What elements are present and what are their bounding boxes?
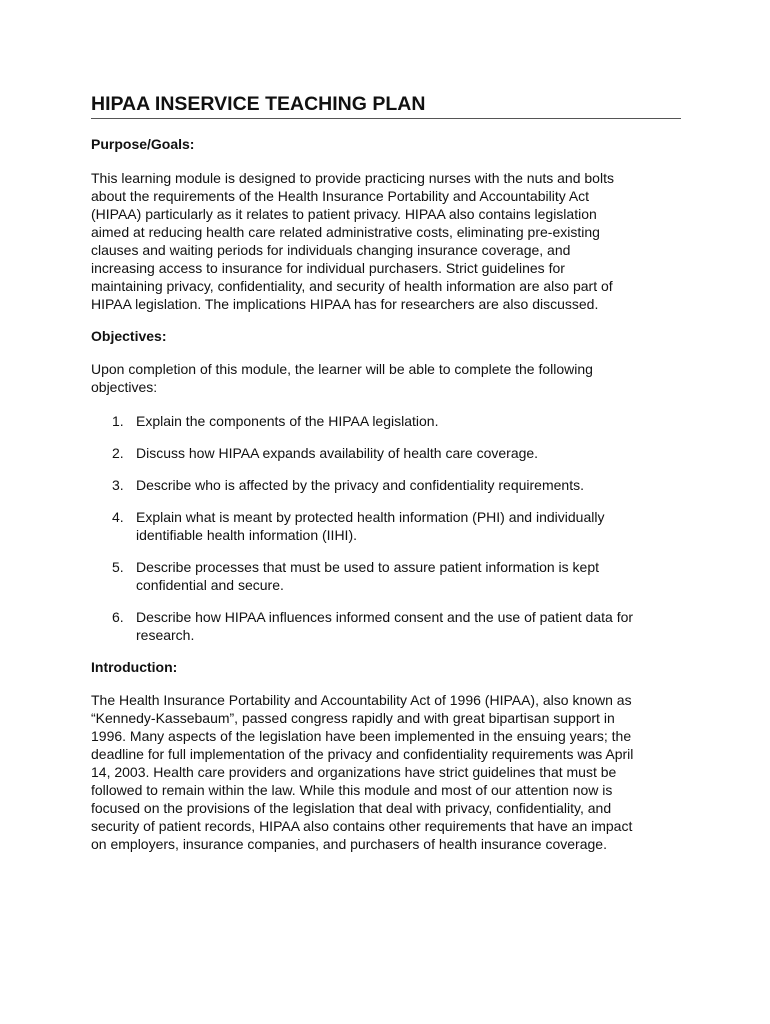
list-item: [91, 608, 636, 644]
purpose-heading: Purpose/Goals:: [91, 136, 195, 152]
list-item-text: Describe processes that must be used to assure patient information is kept confidential and secure.: [136, 559, 600, 593]
list-item-number: 6.: [112, 609, 124, 625]
list-item-text: Describe how HIPAA influences informed consent and the use of patient data for research.: [136, 609, 634, 643]
list-item-number: 3.: [112, 477, 124, 493]
list-item: [91, 412, 636, 430]
list-item-text: Discuss how HIPAA expands availability of health care coverage.: [136, 445, 539, 461]
list-item-text: Describe who is affected by the privacy and confidentiality requirements.: [136, 477, 584, 493]
list-item-text: Explain what is meant by protected health information (PHI) and individually identifiable health information (IIHI).: [136, 509, 605, 543]
list-item: [91, 558, 636, 594]
introduction-heading: Introduction:: [91, 659, 178, 675]
list-item-number: 1.: [112, 413, 124, 429]
list-item-number: 2.: [112, 445, 124, 461]
objectives-heading: Objectives:: [91, 328, 167, 344]
list-item: [91, 508, 636, 544]
objectives-intro: Upon completion of this module, the learner will be able to complete the following objectives:: [91, 361, 593, 395]
list-item-number: 4.: [112, 509, 124, 525]
introduction-paragraph: The Health Insurance Portability and Accountability Act of 1996 (HIPAA), also known as “Kennedy-Kassebaum”, passed congress rapidly and with great bipartisan support in 1996. Many aspects of the legislation have been implemented in the ensuing years; the deadline for full implementation of the privacy and confidentiality requirements was April 14, 2003. Health care providers and organizations have strict guidelines that must be followed to remain within the law. While this module and most of our attention now is focused on the provisions of the legislation that deal with privacy, confidentiality, and security of patient records, HIPAA also contains other requirements that have an impact on employers, insurance companies, and purchasers of health insurance coverage.: [91, 692, 634, 852]
list-item: [91, 476, 636, 494]
objectives-list: [91, 412, 681, 644]
document-page: [91, 92, 681, 853]
list-item-text: Explain the components of the HIPAA legislation.: [136, 413, 439, 429]
list-item: [91, 444, 636, 462]
list-item-number: 5.: [112, 559, 124, 575]
document-title: HIPAA INSERVICE TEACHING PLAN: [91, 92, 681, 119]
purpose-paragraph: This learning module is designed to provide practicing nurses with the nuts and bolts about the requirements of the Health Insurance Portability and Accountability Act (HIPAA) particularly as it relates to patient privacy. HIPAA also contains legislation aimed at reducing health care related administrative costs, eliminating pre-existing clauses and waiting periods for individuals changing insurance coverage, and increasing access to insurance for individual purchasers. Strict guidelines for maintaining privacy, confidentiality, and security of health information are also part of HIPAA legislation. The implications HIPAA has for researchers are also discussed.: [91, 170, 614, 312]
